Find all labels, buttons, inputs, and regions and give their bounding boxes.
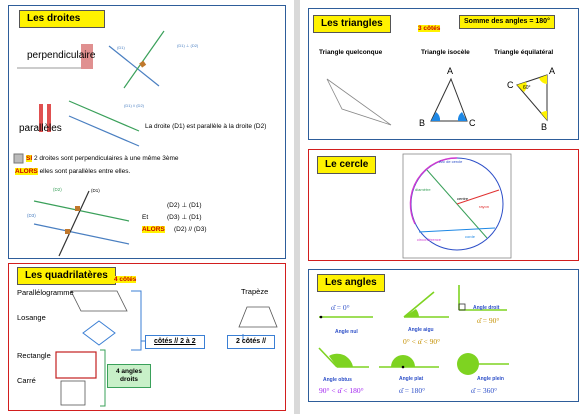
circle-figure <box>309 150 578 260</box>
rule-si <box>26 155 179 162</box>
angle-droit-label: Angle droit <box>473 305 500 311</box>
angle-droit-val: α̂ = 90° <box>477 316 500 325</box>
si-keyword: SI <box>26 155 33 162</box>
triangles-title: Les triangles <box>313 15 391 33</box>
droites-title: Les droites <box>19 10 105 28</box>
circle-corde-label: corde <box>465 234 476 239</box>
angles-box: 4 angles droits <box>107 364 151 388</box>
panel-droites <box>8 5 286 259</box>
tri-eq-c: C <box>507 80 514 90</box>
circle-centre-label: centre <box>457 196 469 201</box>
tri-iso-b: B <box>419 118 426 128</box>
quad-count: 4 côtés <box>114 276 137 283</box>
angle-aigu-range: 0° < α̂ < 90° <box>403 337 441 346</box>
tri-type-3: Triangle équilatéral <box>494 49 554 56</box>
tri-iso-a: A <box>447 66 454 76</box>
eq3: (D2) // (D3) <box>174 226 207 233</box>
angle-obtus-label: Angle obtus <box>323 377 352 383</box>
paral-caption: (D1) // (D2) <box>124 103 144 108</box>
tri-type-2: Triangle isocèle <box>421 49 470 56</box>
perp-d1-label: (D1) <box>117 45 125 50</box>
tri-type-1: Triangle quelconque <box>319 49 383 56</box>
pair-box: côtés // 2 à 2 <box>145 335 205 349</box>
angle-plat-label: Angle plat <box>399 376 424 382</box>
panel-quadrilateres <box>8 263 286 411</box>
tri-iso-c: C <box>469 118 476 128</box>
angle-plein-label: Angle plein <box>477 376 504 382</box>
two-box: 2 côtés // <box>227 335 275 349</box>
tri-eq-b: B <box>541 122 548 132</box>
triangles-sum: Somme des angles = 180° <box>459 15 555 29</box>
angle-aigu-label: Angle aigu <box>408 327 434 333</box>
rule-line1: 2 droites sont perpendiculaires à une même 3ème <box>33 155 179 162</box>
quad-trapeze: Trapèze <box>241 287 269 296</box>
angle-nul-label: Angle nul <box>335 329 358 335</box>
paral-label: parallèles <box>19 123 62 134</box>
eq-alors: ALORS <box>142 226 165 233</box>
circle-rayon-label: rayon <box>479 204 490 209</box>
fig-d2: (D2) <box>53 187 62 192</box>
quad-item-2: Losange <box>17 313 46 322</box>
eq1: (D2) ⊥ (D1) <box>167 202 202 209</box>
tri-eq-60: 60° <box>523 85 531 91</box>
fig-d3: (D3) <box>27 213 36 218</box>
angle-plein-val: α̂ = 360° <box>471 386 498 395</box>
circle-circonference-label: circonférence <box>417 237 442 242</box>
angle-obtus-range: 90° < α̂ < 180° <box>319 386 364 395</box>
perp-caption: (D1) ⊥ (D2) <box>177 43 199 48</box>
circle-arc-label: Arc de cercle <box>439 159 463 164</box>
angles-title: Les angles <box>317 274 385 292</box>
triangles-figures <box>309 9 578 139</box>
circle-diametre-label: diamètre <box>415 187 431 192</box>
eq2: (D3) ⊥ (D1) <box>167 214 202 221</box>
perp-label: perpendiculaire <box>27 50 96 61</box>
tri-eq-a: A <box>549 66 556 76</box>
triangles-count: 3 côtés <box>418 25 441 32</box>
cercle-title: Le cercle <box>317 156 376 174</box>
quad-item-1: Parallélogramme <box>17 288 74 297</box>
rule-alors <box>15 168 130 175</box>
panel-cercle <box>308 149 579 261</box>
quad-title: Les quadrilatères <box>17 267 116 285</box>
panel-angles <box>308 269 579 402</box>
fig-d1: (D1) <box>91 188 100 193</box>
angle-zero-val: α̂ = 0° <box>331 303 350 312</box>
eq-et: Et <box>142 214 149 221</box>
quad-item-3: Rectangle <box>17 351 51 360</box>
alors-keyword: ALORS <box>15 168 38 175</box>
quad-item-4: Carré <box>17 376 36 385</box>
right-page <box>300 0 584 414</box>
rule-line2: elles sont parallèles entre elles. <box>39 168 131 175</box>
paral-sentence: La droite (D1) est parallèle à la droite (D2) <box>145 123 267 130</box>
panel-triangles <box>308 8 579 140</box>
angle-plat-val: α̂ = 180° <box>399 386 426 395</box>
